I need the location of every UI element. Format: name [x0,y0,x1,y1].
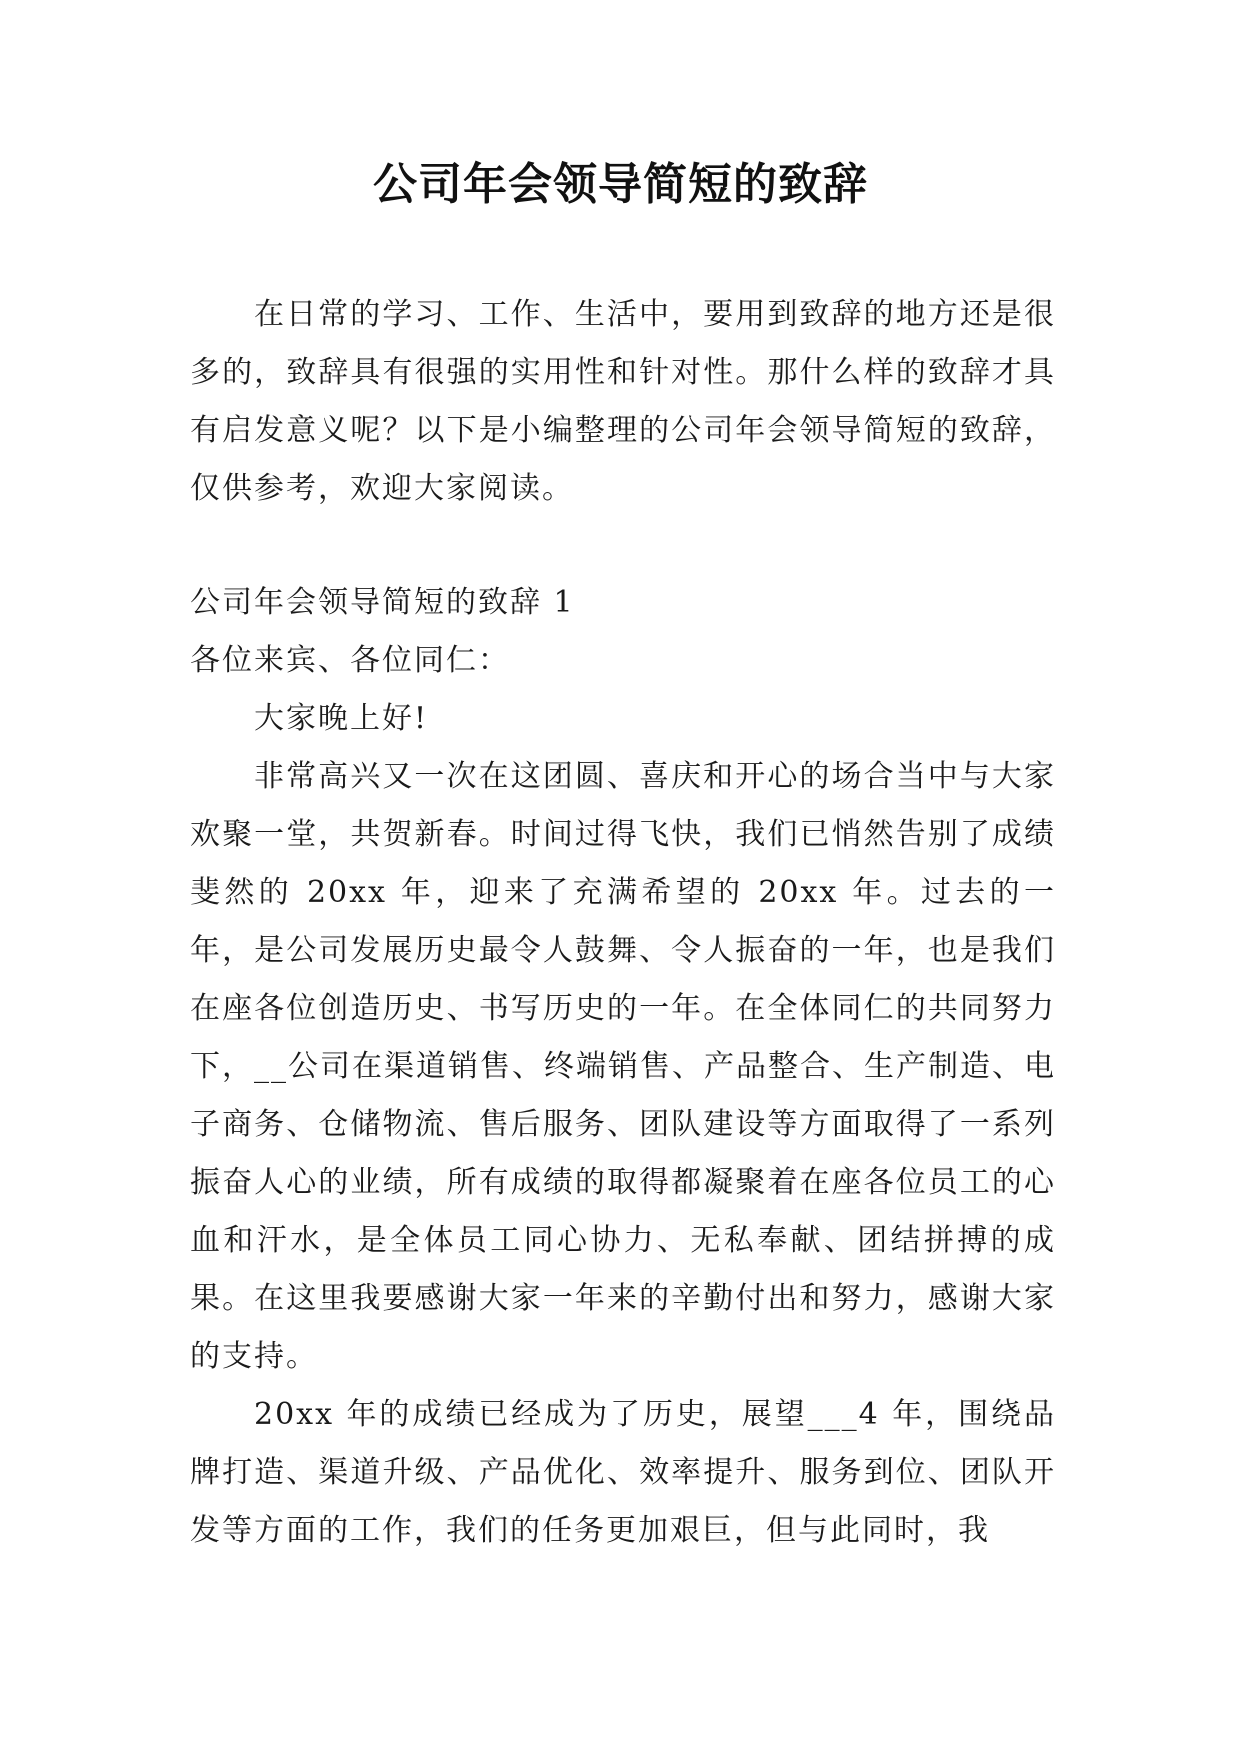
document-body [190,286,1056,1560]
body-paragraph-2: 20xx 年的成绩已经成为了历史，展望___4 年，围绕品牌打造、渠道升级、产品优化、效率提升、服务到位、团队开发等方面的工作，我们的任务更加艰巨，但与此同时，我 [190,1397,1056,1548]
section-heading: 公司年会领导简短的致辞 1 [190,585,575,620]
salutation: 各位来宾、各位同仁： [190,643,510,678]
intro-paragraph: 在日常的学习、工作、生活中，要用到致辞的地方还是很多的，致辞具有很强的实用性和针对性。那什么样的致辞才具有启发意义呢？以下是小编整理的公司年会领导简短的致辞，仅供参考，欢迎大家阅读。 [190,297,1056,506]
document-title: 公司年会领导简短的致辞 [373,159,868,210]
body-paragraph-1: 非常高兴又一次在这团圆、喜庆和开心的场合当中与大家欢聚一堂，共贺新春。时间过得飞快，我们已悄然告别了成绩斐然的 20xx 年，迎来了充满希望的 20xx 年。过去的一年，是公司发展历史最令人鼓舞、令人振奋的一年，也是我们在座各位创造历史、书写历史的一年。在全体同仁的共同努力下，__公司在渠道销售、终端销售、产品整合、生产制造、电子商务、仓储物流、售后服务、团队建设等方面取得了一系列振奋人心的业绩，所有成绩的取得都凝聚着在座各位员工的心血和汗水，是全体员工同心协力、无私奉献、团结拼搏的成果。在这里我要感谢大家一年来的辛勤付出和努力，感谢大家的支持。 [190,759,1056,1374]
paragraph-spacer [190,518,1056,574]
greeting: 大家晚上好! [254,701,429,736]
